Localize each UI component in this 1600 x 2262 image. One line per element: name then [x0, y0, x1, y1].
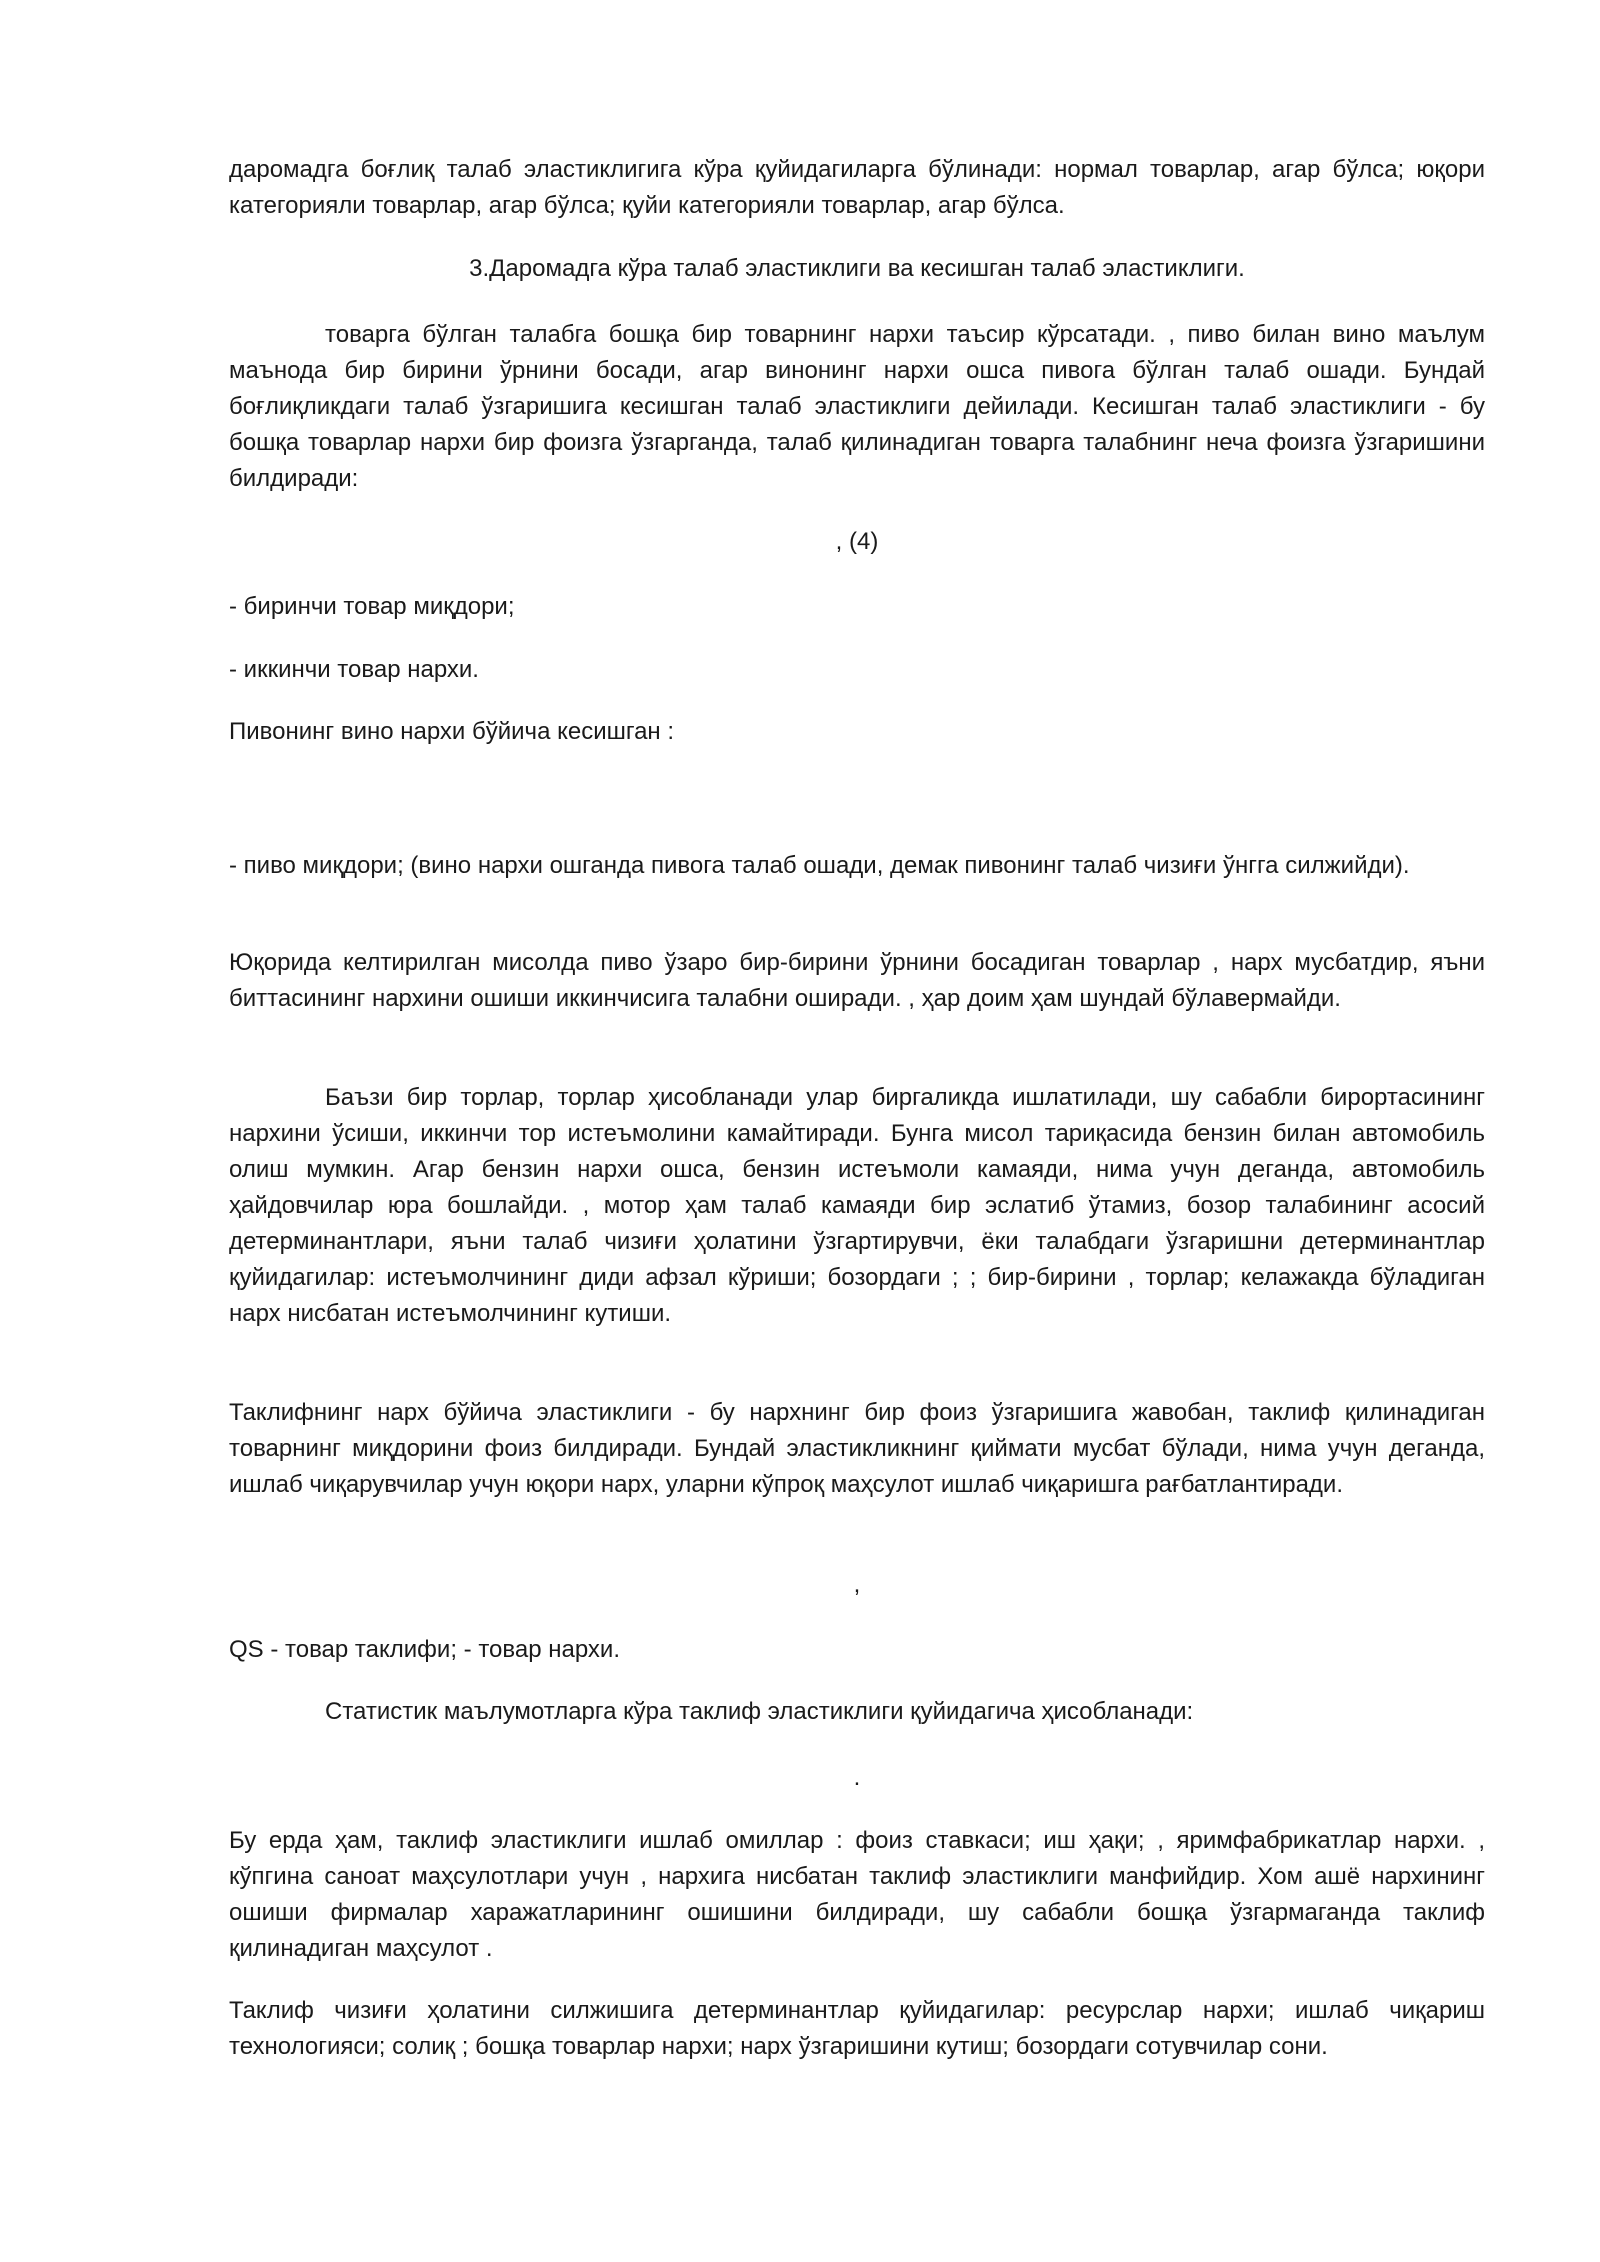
formula-supply-elasticity: , — [853, 1571, 861, 1598]
paragraph-supply-factors: Бу ерда ҳам, таклиф эластиклиги ишлаб омиллар : фоиз ставкаси; иш ҳақи; , яримфабрикатлар нархи. , кўпгина саноат маҳсулотлари учун , нархига нисбатан таклиф эластиклиги манфийдир. Хом ашё нархининг ошиши фирмалар харажатларининг ошишини билдиради, шу сабабли бошқа ўзгармаганда таклиф қилинадиган маҳсулот . — [229, 1827, 1485, 1962]
paragraph-supply-determinants: Таклиф чизиғи ҳолатини силжишига детерминантлар қуйидагилар: ресурслар нархи; ишлаб чиқариш технологияси; солиқ ; бошқа товарлар нархи; нарх ўзгаришини кутиш; бозордаги сотувчилар сони. — [229, 1997, 1485, 2060]
paragraph-beer-wine-cross: Пивонинг вино нархи бўйича кесишган : — [229, 718, 675, 745]
paragraph-statistical-supply: Статистик маълумотларга кўра таклиф эластиклиги қуйидагича ҳисобланади: — [325, 1698, 1194, 1725]
paragraph-supply-price-elasticity: Таклифнинг нарх бўйича эластиклиги - бу нархнинг бир фоиз ўзгаришига жавобан, таклиф қилинадиган товарнинг миқдорини фоиз билдиради. Бундай эластикликнинг қиймати мусбат бўлади, нима учун деганда, ишлаб чиқарувчилар учун юқори нарх, уларни кўпроқ маҳсулот ишлаб чиқаришга рағбатлантиради. — [229, 1399, 1485, 1498]
paragraph-cross-elasticity-intro: товарга бўлган талабга бошқа бир товарнинг нархи таъсир кўрсатади. , пиво билан вино маълум маънода бир бирини ўрнини босади, агар винонинг нархи ошса пивога бўлган талаб ошади. Бундай боғлиқликдаги талаб ўзгаришига кесишган талаб эластиклиги дейилади. Кесишган талаб эластиклиги - бу бошқа товарлар нархи бир фоизга ўзгарганда, талаб қилинадиган товарга талабнинг неча фоизга ўзгаришини билдиради: — [229, 321, 1485, 492]
formula-statistical: . — [853, 1764, 861, 1791]
section-heading-3: 3.Даромадга кўра талаб эластиклиги ва кесишган талаб эластиклиги. — [469, 255, 1245, 282]
paragraph-beer-quantity: - пиво миқдори; (вино нархи ошганда пивога талаб ошади, демак пивонинг талаб чизиғи ўнгга силжийди). — [229, 852, 1410, 879]
paragraph-complements-example: Баъзи бир торлар, торлар ҳисобланади улар биргаликда ишлатилади, шу сабабли бирортасининг нархини ўсиши, иккинчи тор истеъмолини камайтиради. Бунга мисол тариқасида бензин билан автомобиль олиш мумкин. Агар бензин нархи ошса, бензин истеъмоли камаяди, нима учун деганда, автомобиль ҳайдовчилар юра бошлайди. , мотор ҳам талаб камаяди бир эслатиб ўтамиз, бозор талабининг асосий детерминантлари, яъни талаб чизиғи ҳолатини ўзгартирувчи, ёки талабдаги ўзгаришни детерминантлар қуйидагилар: истеъмолчининг диди афзал кўриши; бозордаги ; ; бир-бирини , торлар; келажакда бўладиган нарх нисбатан истеъмолчининг кутиши. — [229, 1084, 1485, 1327]
definition-first-good-quantity: - биринчи товар миқдори; — [229, 593, 515, 620]
definition-second-good-price: - иккинчи товар нархи. — [229, 656, 479, 683]
formula-4: , (4) — [835, 528, 879, 555]
definition-qs: QS - товар таклифи; - товар нархи. — [229, 1636, 620, 1663]
paragraph-income-elasticity-categories: даромадга боғлиқ талаб эластиклигига кўра қуйидагиларга бўлинади: нормал товарлар, агар бўлса; юқори категорияли товарлар, агар бўлса; қуйи категорияли товарлар, агар бўлса. — [229, 156, 1485, 219]
paragraph-substitutes-example: Юқорида келтирилган мисолда пиво ўзаро бир-бирини ўрнини босадиган товарлар , нарх мусбатдир, яъни биттасининг нархини ошиши иккинчисига талабни оширади. , ҳар доим ҳам шундай бўлавермайди. — [229, 949, 1485, 1012]
